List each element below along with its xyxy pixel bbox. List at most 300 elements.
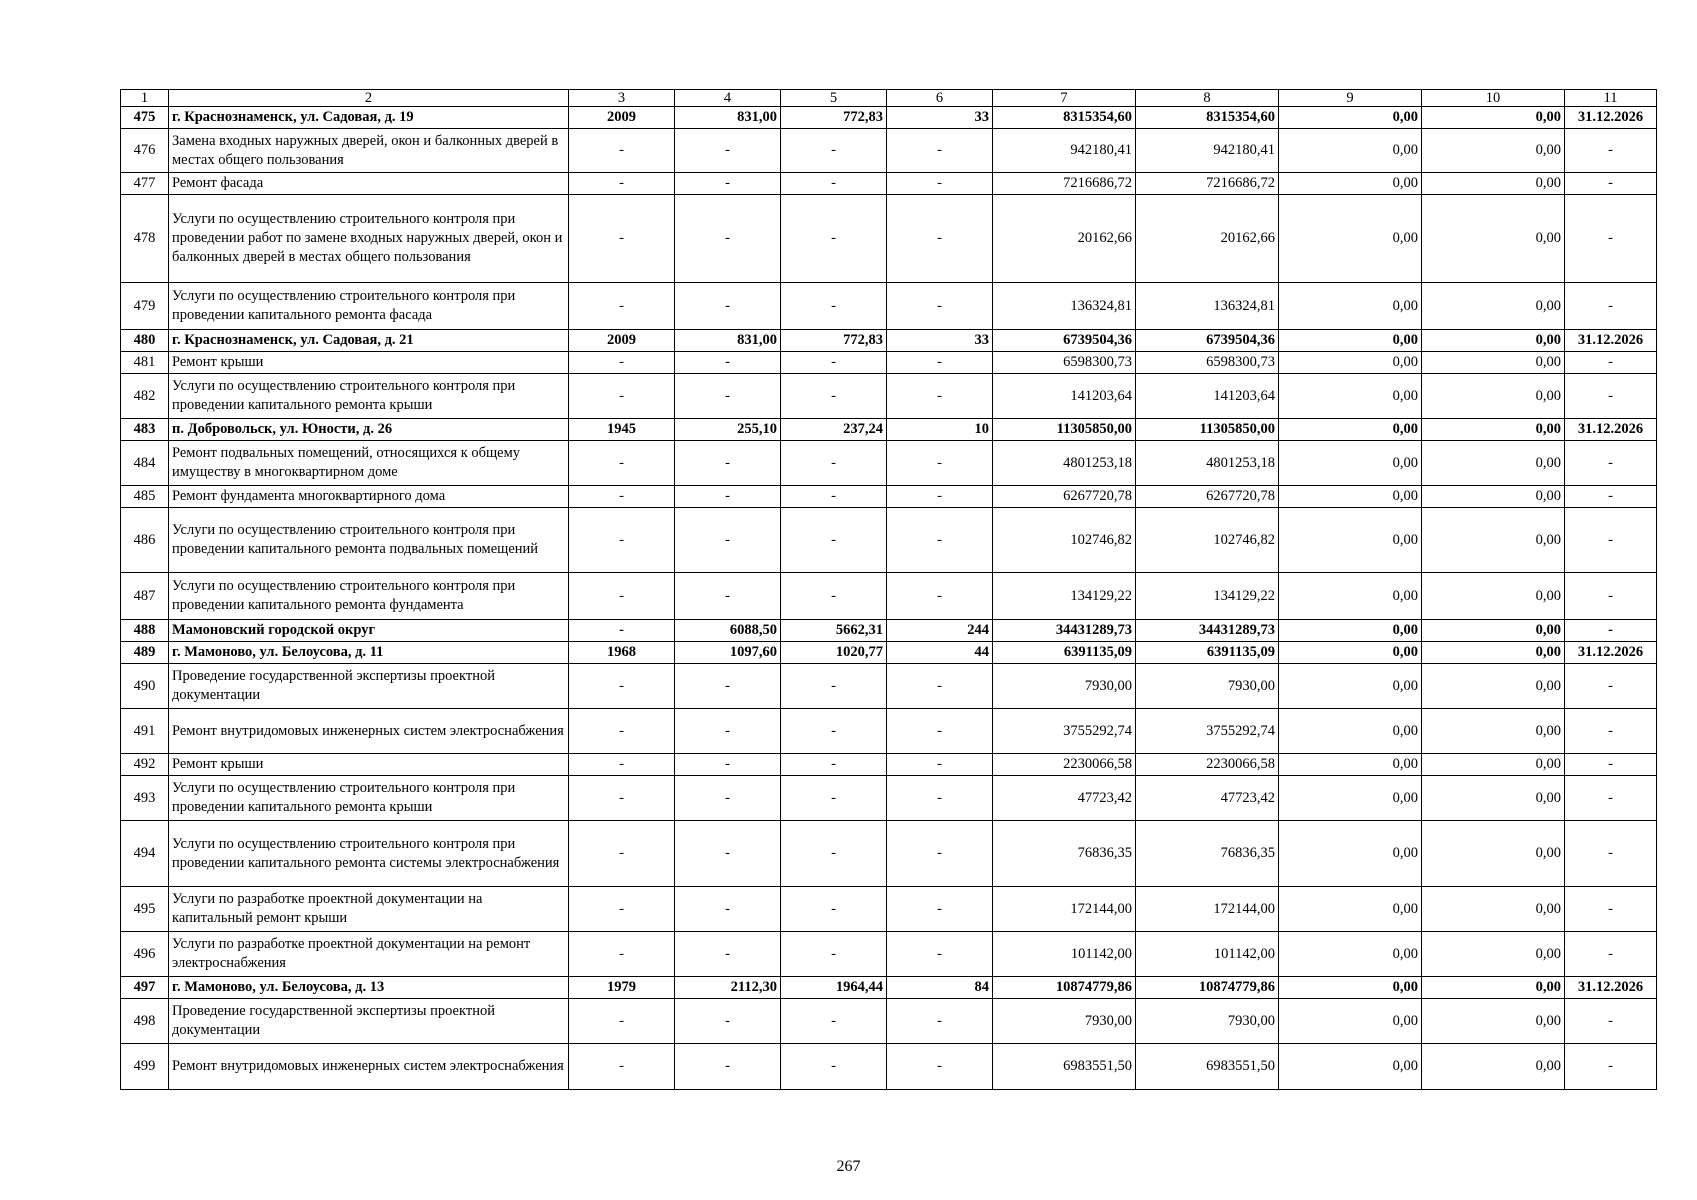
other-cost-cell: 0,00 (1422, 821, 1565, 887)
living-area-cell: - (781, 173, 887, 195)
column-number-header: 7 (993, 90, 1136, 107)
year-cell: - (569, 573, 675, 620)
description-cell: Услуги по осуществлению строительного контроля при проведении капитального ремонта фундамента (169, 573, 569, 620)
total-cost-cell: 7930,00 (993, 664, 1136, 709)
living-area-cell: - (781, 374, 887, 419)
table-body (121, 90, 1657, 1090)
row-number-cell: 493 (121, 776, 169, 821)
deadline-cell: - (1565, 173, 1657, 195)
year-cell: - (569, 776, 675, 821)
fund-cost-cell: 7930,00 (1136, 999, 1279, 1044)
total-area-cell: - (675, 887, 781, 932)
other-cost-cell: 0,00 (1422, 999, 1565, 1044)
row-number-cell: 482 (121, 374, 169, 419)
table-row (121, 441, 1657, 486)
residents-cell: - (887, 754, 993, 776)
other-cost-cell: 0,00 (1422, 709, 1565, 754)
table-row (121, 283, 1657, 330)
budget-cost-cell: 0,00 (1279, 932, 1422, 977)
living-area-cell: 772,83 (781, 107, 887, 129)
residents-cell: - (887, 441, 993, 486)
residents-cell: - (887, 932, 993, 977)
deadline-cell: - (1565, 999, 1657, 1044)
table-row (121, 887, 1657, 932)
total-cost-cell: 136324,81 (993, 283, 1136, 330)
budget-cost-cell: 0,00 (1279, 887, 1422, 932)
living-area-cell: - (781, 508, 887, 573)
residents-cell: - (887, 573, 993, 620)
living-area-cell: - (781, 486, 887, 508)
living-area-cell: 5662,31 (781, 620, 887, 642)
other-cost-cell: 0,00 (1422, 887, 1565, 932)
row-number-cell: 497 (121, 977, 169, 999)
fund-cost-cell: 3755292,74 (1136, 709, 1279, 754)
description-cell: г. Краснознаменск, ул. Садовая, д. 19 (169, 107, 569, 129)
column-number-header: 4 (675, 90, 781, 107)
fund-cost-cell: 8315354,60 (1136, 107, 1279, 129)
year-cell: - (569, 486, 675, 508)
living-area-cell: - (781, 352, 887, 374)
deadline-cell: - (1565, 441, 1657, 486)
deadline-cell: - (1565, 754, 1657, 776)
fund-cost-cell: 136324,81 (1136, 283, 1279, 330)
living-area-cell: 772,83 (781, 330, 887, 352)
deadline-cell: 31.12.2026 (1565, 977, 1657, 999)
total-area-cell: - (675, 195, 781, 283)
row-number-cell: 481 (121, 352, 169, 374)
other-cost-cell: 0,00 (1422, 776, 1565, 821)
row-number-cell: 478 (121, 195, 169, 283)
living-area-cell: - (781, 664, 887, 709)
budget-cost-cell: 0,00 (1279, 195, 1422, 283)
description-cell: Ремонт подвальных помещений, относящихся к общему имуществу в многоквартирном доме (169, 441, 569, 486)
residents-cell: 44 (887, 642, 993, 664)
total-area-cell: - (675, 508, 781, 573)
deadline-cell: - (1565, 664, 1657, 709)
total-cost-cell: 8315354,60 (993, 107, 1136, 129)
total-area-cell: - (675, 709, 781, 754)
other-cost-cell: 0,00 (1422, 352, 1565, 374)
deadline-cell: 31.12.2026 (1565, 419, 1657, 441)
total-area-cell: - (675, 486, 781, 508)
year-cell: - (569, 932, 675, 977)
year-cell: 1945 (569, 419, 675, 441)
other-cost-cell: 0,00 (1422, 419, 1565, 441)
year-cell: 1979 (569, 977, 675, 999)
total-area-cell: - (675, 999, 781, 1044)
description-cell: г. Краснознаменск, ул. Садовая, д. 21 (169, 330, 569, 352)
column-number-header: 3 (569, 90, 675, 107)
deadline-cell: - (1565, 932, 1657, 977)
total-cost-cell: 6391135,09 (993, 642, 1136, 664)
other-cost-cell: 0,00 (1422, 129, 1565, 173)
residents-cell: 33 (887, 330, 993, 352)
deadline-cell: - (1565, 776, 1657, 821)
total-cost-cell: 942180,41 (993, 129, 1136, 173)
description-cell: Услуги по осуществлению строительного контроля при проведении капитального ремонта системы электроснабжения (169, 821, 569, 887)
other-cost-cell: 0,00 (1422, 486, 1565, 508)
row-number-cell: 475 (121, 107, 169, 129)
living-area-cell: - (781, 821, 887, 887)
document-table (120, 89, 1657, 1090)
budget-cost-cell: 0,00 (1279, 419, 1422, 441)
other-cost-cell: 0,00 (1422, 664, 1565, 709)
other-cost-cell: 0,00 (1422, 173, 1565, 195)
budget-cost-cell: 0,00 (1279, 664, 1422, 709)
residents-cell: - (887, 1044, 993, 1090)
total-area-cell: - (675, 1044, 781, 1090)
table-row (121, 754, 1657, 776)
residents-cell: - (887, 195, 993, 283)
description-cell: п. Добровольск, ул. Юности, д. 26 (169, 419, 569, 441)
row-number-cell: 495 (121, 887, 169, 932)
deadline-cell: - (1565, 352, 1657, 374)
row-number-cell: 484 (121, 441, 169, 486)
year-cell: 2009 (569, 107, 675, 129)
residents-cell: - (887, 999, 993, 1044)
description-cell: Услуги по осуществлению строительного контроля при проведении капитального ремонта подвальных помещений (169, 508, 569, 573)
fund-cost-cell: 6598300,73 (1136, 352, 1279, 374)
year-cell: - (569, 664, 675, 709)
row-number-cell: 485 (121, 486, 169, 508)
column-number-header: 9 (1279, 90, 1422, 107)
total-area-cell: 255,10 (675, 419, 781, 441)
total-cost-cell: 2230066,58 (993, 754, 1136, 776)
description-cell: Услуги по осуществлению строительного контроля при проведении работ по замене входных наружных дверей, окон и балконных дверей в местах общего пользования (169, 195, 569, 283)
budget-cost-cell: 0,00 (1279, 441, 1422, 486)
total-area-cell: - (675, 776, 781, 821)
table-row (121, 977, 1657, 999)
total-area-cell: - (675, 821, 781, 887)
table-row (121, 776, 1657, 821)
total-area-cell: 1097,60 (675, 642, 781, 664)
total-area-cell: - (675, 441, 781, 486)
total-cost-cell: 3755292,74 (993, 709, 1136, 754)
description-cell: Услуги по разработке проектной документации на капитальный ремонт крыши (169, 887, 569, 932)
year-cell: - (569, 173, 675, 195)
description-cell: Услуги по разработке проектной документации на ремонт электроснабжения (169, 932, 569, 977)
total-cost-cell: 6739504,36 (993, 330, 1136, 352)
description-cell: Ремонт фасада (169, 173, 569, 195)
description-cell: Ремонт фундамента многоквартирного дома (169, 486, 569, 508)
deadline-cell: 31.12.2026 (1565, 642, 1657, 664)
fund-cost-cell: 10874779,86 (1136, 977, 1279, 999)
total-cost-cell: 11305850,00 (993, 419, 1136, 441)
column-number-header: 1 (121, 90, 169, 107)
residents-cell: - (887, 776, 993, 821)
budget-cost-cell: 0,00 (1279, 754, 1422, 776)
column-number-header: 5 (781, 90, 887, 107)
year-cell: - (569, 1044, 675, 1090)
total-area-cell: - (675, 374, 781, 419)
total-cost-cell: 102746,82 (993, 508, 1136, 573)
deadline-cell: 31.12.2026 (1565, 107, 1657, 129)
row-number-cell: 491 (121, 709, 169, 754)
fund-cost-cell: 172144,00 (1136, 887, 1279, 932)
deadline-cell: 31.12.2026 (1565, 330, 1657, 352)
row-number-cell: 479 (121, 283, 169, 330)
budget-cost-cell: 0,00 (1279, 573, 1422, 620)
budget-cost-cell: 0,00 (1279, 352, 1422, 374)
residents-cell: 33 (887, 107, 993, 129)
table-row (121, 709, 1657, 754)
budget-cost-cell: 0,00 (1279, 283, 1422, 330)
description-cell: Проведение государственной экспертизы проектной документации (169, 664, 569, 709)
living-area-cell: - (781, 195, 887, 283)
year-cell: - (569, 283, 675, 330)
column-number-header: 8 (1136, 90, 1279, 107)
fund-cost-cell: 101142,00 (1136, 932, 1279, 977)
fund-cost-cell: 11305850,00 (1136, 419, 1279, 441)
other-cost-cell: 0,00 (1422, 573, 1565, 620)
other-cost-cell: 0,00 (1422, 642, 1565, 664)
living-area-cell: - (781, 1044, 887, 1090)
residents-cell: - (887, 887, 993, 932)
fund-cost-cell: 102746,82 (1136, 508, 1279, 573)
deadline-cell: - (1565, 620, 1657, 642)
other-cost-cell: 0,00 (1422, 283, 1565, 330)
other-cost-cell: 0,00 (1422, 977, 1565, 999)
living-area-cell: 237,24 (781, 419, 887, 441)
year-cell: - (569, 620, 675, 642)
column-number-header: 10 (1422, 90, 1565, 107)
living-area-cell: - (781, 573, 887, 620)
deadline-cell: - (1565, 508, 1657, 573)
other-cost-cell: 0,00 (1422, 620, 1565, 642)
budget-cost-cell: 0,00 (1279, 374, 1422, 419)
deadline-cell: - (1565, 887, 1657, 932)
fund-cost-cell: 141203,64 (1136, 374, 1279, 419)
living-area-cell: - (781, 776, 887, 821)
total-area-cell: - (675, 352, 781, 374)
total-cost-cell: 20162,66 (993, 195, 1136, 283)
living-area-cell: 1964,44 (781, 977, 887, 999)
budget-cost-cell: 0,00 (1279, 508, 1422, 573)
row-number-cell: 490 (121, 664, 169, 709)
column-number-header: 11 (1565, 90, 1657, 107)
residents-cell: - (887, 129, 993, 173)
table-row (121, 821, 1657, 887)
total-area-cell: - (675, 283, 781, 330)
living-area-cell: - (781, 887, 887, 932)
year-cell: - (569, 821, 675, 887)
total-area-cell: 831,00 (675, 107, 781, 129)
deadline-cell: - (1565, 283, 1657, 330)
budget-cost-cell: 0,00 (1279, 999, 1422, 1044)
budget-cost-cell: 0,00 (1279, 129, 1422, 173)
other-cost-cell: 0,00 (1422, 107, 1565, 129)
budget-cost-cell: 0,00 (1279, 642, 1422, 664)
year-cell: - (569, 195, 675, 283)
fund-cost-cell: 6391135,09 (1136, 642, 1279, 664)
table-row (121, 664, 1657, 709)
residents-cell: - (887, 283, 993, 330)
total-area-cell: - (675, 754, 781, 776)
total-area-cell: 831,00 (675, 330, 781, 352)
page-number: 267 (836, 1158, 861, 1175)
living-area-cell: - (781, 709, 887, 754)
column-number-header: 6 (887, 90, 993, 107)
residents-cell: - (887, 486, 993, 508)
budget-cost-cell: 0,00 (1279, 486, 1422, 508)
total-area-cell: 2112,30 (675, 977, 781, 999)
other-cost-cell: 0,00 (1422, 441, 1565, 486)
total-cost-cell: 141203,64 (993, 374, 1136, 419)
total-cost-cell: 101142,00 (993, 932, 1136, 977)
description-cell: Услуги по осуществлению строительного контроля при проведении капитального ремонта фасада (169, 283, 569, 330)
deadline-cell: - (1565, 195, 1657, 283)
year-cell: - (569, 352, 675, 374)
total-cost-cell: 7930,00 (993, 999, 1136, 1044)
row-number-cell: 476 (121, 129, 169, 173)
other-cost-cell: 0,00 (1422, 1044, 1565, 1090)
residents-cell: - (887, 508, 993, 573)
living-area-cell: - (781, 441, 887, 486)
residents-cell: - (887, 352, 993, 374)
row-number-cell: 498 (121, 999, 169, 1044)
year-cell: - (569, 999, 675, 1044)
total-cost-cell: 7216686,72 (993, 173, 1136, 195)
table-row (121, 486, 1657, 508)
table-row (121, 419, 1657, 441)
description-cell: Ремонт крыши (169, 754, 569, 776)
residents-cell: 10 (887, 419, 993, 441)
fund-cost-cell: 76836,35 (1136, 821, 1279, 887)
fund-cost-cell: 20162,66 (1136, 195, 1279, 283)
fund-cost-cell: 4801253,18 (1136, 441, 1279, 486)
total-cost-cell: 134129,22 (993, 573, 1136, 620)
total-cost-cell: 76836,35 (993, 821, 1136, 887)
budget-cost-cell: 0,00 (1279, 1044, 1422, 1090)
fund-cost-cell: 2230066,58 (1136, 754, 1279, 776)
other-cost-cell: 0,00 (1422, 508, 1565, 573)
budget-cost-cell: 0,00 (1279, 821, 1422, 887)
deadline-cell: - (1565, 374, 1657, 419)
total-cost-cell: 47723,42 (993, 776, 1136, 821)
other-cost-cell: 0,00 (1422, 374, 1565, 419)
table-row (121, 330, 1657, 352)
row-number-cell: 492 (121, 754, 169, 776)
table-row (121, 173, 1657, 195)
residents-cell: - (887, 821, 993, 887)
year-cell: - (569, 508, 675, 573)
budget-cost-cell: 0,00 (1279, 620, 1422, 642)
living-area-cell: - (781, 999, 887, 1044)
description-cell: Проведение государственной экспертизы проектной документации (169, 999, 569, 1044)
description-cell: Ремонт внутридомовых инженерных систем электроснабжения (169, 1044, 569, 1090)
row-number-cell: 496 (121, 932, 169, 977)
year-cell: - (569, 754, 675, 776)
budget-cost-cell: 0,00 (1279, 173, 1422, 195)
total-cost-cell: 172144,00 (993, 887, 1136, 932)
description-cell: г. Мамоново, ул. Белоусова, д. 11 (169, 642, 569, 664)
budget-cost-cell: 0,00 (1279, 330, 1422, 352)
row-number-cell: 477 (121, 173, 169, 195)
living-area-cell: - (781, 932, 887, 977)
total-area-cell: - (675, 932, 781, 977)
other-cost-cell: 0,00 (1422, 330, 1565, 352)
total-area-cell: - (675, 573, 781, 620)
residents-cell: - (887, 664, 993, 709)
living-area-cell: - (781, 283, 887, 330)
living-area-cell: - (781, 129, 887, 173)
total-cost-cell: 6267720,78 (993, 486, 1136, 508)
residents-cell: - (887, 709, 993, 754)
living-area-cell: 1020,77 (781, 642, 887, 664)
year-cell: - (569, 887, 675, 932)
total-cost-cell: 10874779,86 (993, 977, 1136, 999)
row-number-cell: 483 (121, 419, 169, 441)
year-cell: 2009 (569, 330, 675, 352)
description-cell: г. Мамоново, ул. Белоусова, д. 13 (169, 977, 569, 999)
deadline-cell: - (1565, 129, 1657, 173)
residents-cell: 84 (887, 977, 993, 999)
other-cost-cell: 0,00 (1422, 195, 1565, 283)
row-number-cell: 499 (121, 1044, 169, 1090)
row-number-cell: 488 (121, 620, 169, 642)
table-row (121, 573, 1657, 620)
residents-cell: - (887, 173, 993, 195)
table-row (121, 374, 1657, 419)
description-cell: Услуги по осуществлению строительного контроля при проведении капитального ремонта крыши (169, 374, 569, 419)
total-cost-cell: 4801253,18 (993, 441, 1136, 486)
total-cost-cell: 6983551,50 (993, 1044, 1136, 1090)
total-cost-cell: 34431289,73 (993, 620, 1136, 642)
deadline-cell: - (1565, 1044, 1657, 1090)
table-row (121, 195, 1657, 283)
total-area-cell: 6088,50 (675, 620, 781, 642)
budget-cost-cell: 0,00 (1279, 977, 1422, 999)
fund-cost-cell: 6739504,36 (1136, 330, 1279, 352)
year-cell: - (569, 709, 675, 754)
total-area-cell: - (675, 173, 781, 195)
other-cost-cell: 0,00 (1422, 754, 1565, 776)
table-row (121, 352, 1657, 374)
year-cell: 1968 (569, 642, 675, 664)
deadline-cell: - (1565, 573, 1657, 620)
total-cost-cell: 6598300,73 (993, 352, 1136, 374)
budget-cost-cell: 0,00 (1279, 776, 1422, 821)
description-cell: Замена входных наружных дверей, окон и балконных дверей в местах общего пользования (169, 129, 569, 173)
description-cell: Ремонт крыши (169, 352, 569, 374)
table-row (121, 107, 1657, 129)
year-cell: - (569, 374, 675, 419)
table-row (121, 508, 1657, 573)
table-row (121, 1044, 1657, 1090)
fund-cost-cell: 47723,42 (1136, 776, 1279, 821)
description-cell: Ремонт внутридомовых инженерных систем электроснабжения (169, 709, 569, 754)
fund-cost-cell: 34431289,73 (1136, 620, 1279, 642)
description-cell: Услуги по осуществлению строительного контроля при проведении капитального ремонта крыши (169, 776, 569, 821)
deadline-cell: - (1565, 486, 1657, 508)
row-number-cell: 494 (121, 821, 169, 887)
table-row (121, 642, 1657, 664)
row-number-cell: 487 (121, 573, 169, 620)
deadline-cell: - (1565, 821, 1657, 887)
residents-cell: 244 (887, 620, 993, 642)
row-number-cell: 480 (121, 330, 169, 352)
total-area-cell: - (675, 664, 781, 709)
year-cell: - (569, 441, 675, 486)
living-area-cell: - (781, 754, 887, 776)
fund-cost-cell: 7930,00 (1136, 664, 1279, 709)
residents-cell: - (887, 374, 993, 419)
fund-cost-cell: 942180,41 (1136, 129, 1279, 173)
table-row (121, 932, 1657, 977)
total-area-cell: - (675, 129, 781, 173)
fund-cost-cell: 6983551,50 (1136, 1044, 1279, 1090)
column-number-header: 2 (169, 90, 569, 107)
